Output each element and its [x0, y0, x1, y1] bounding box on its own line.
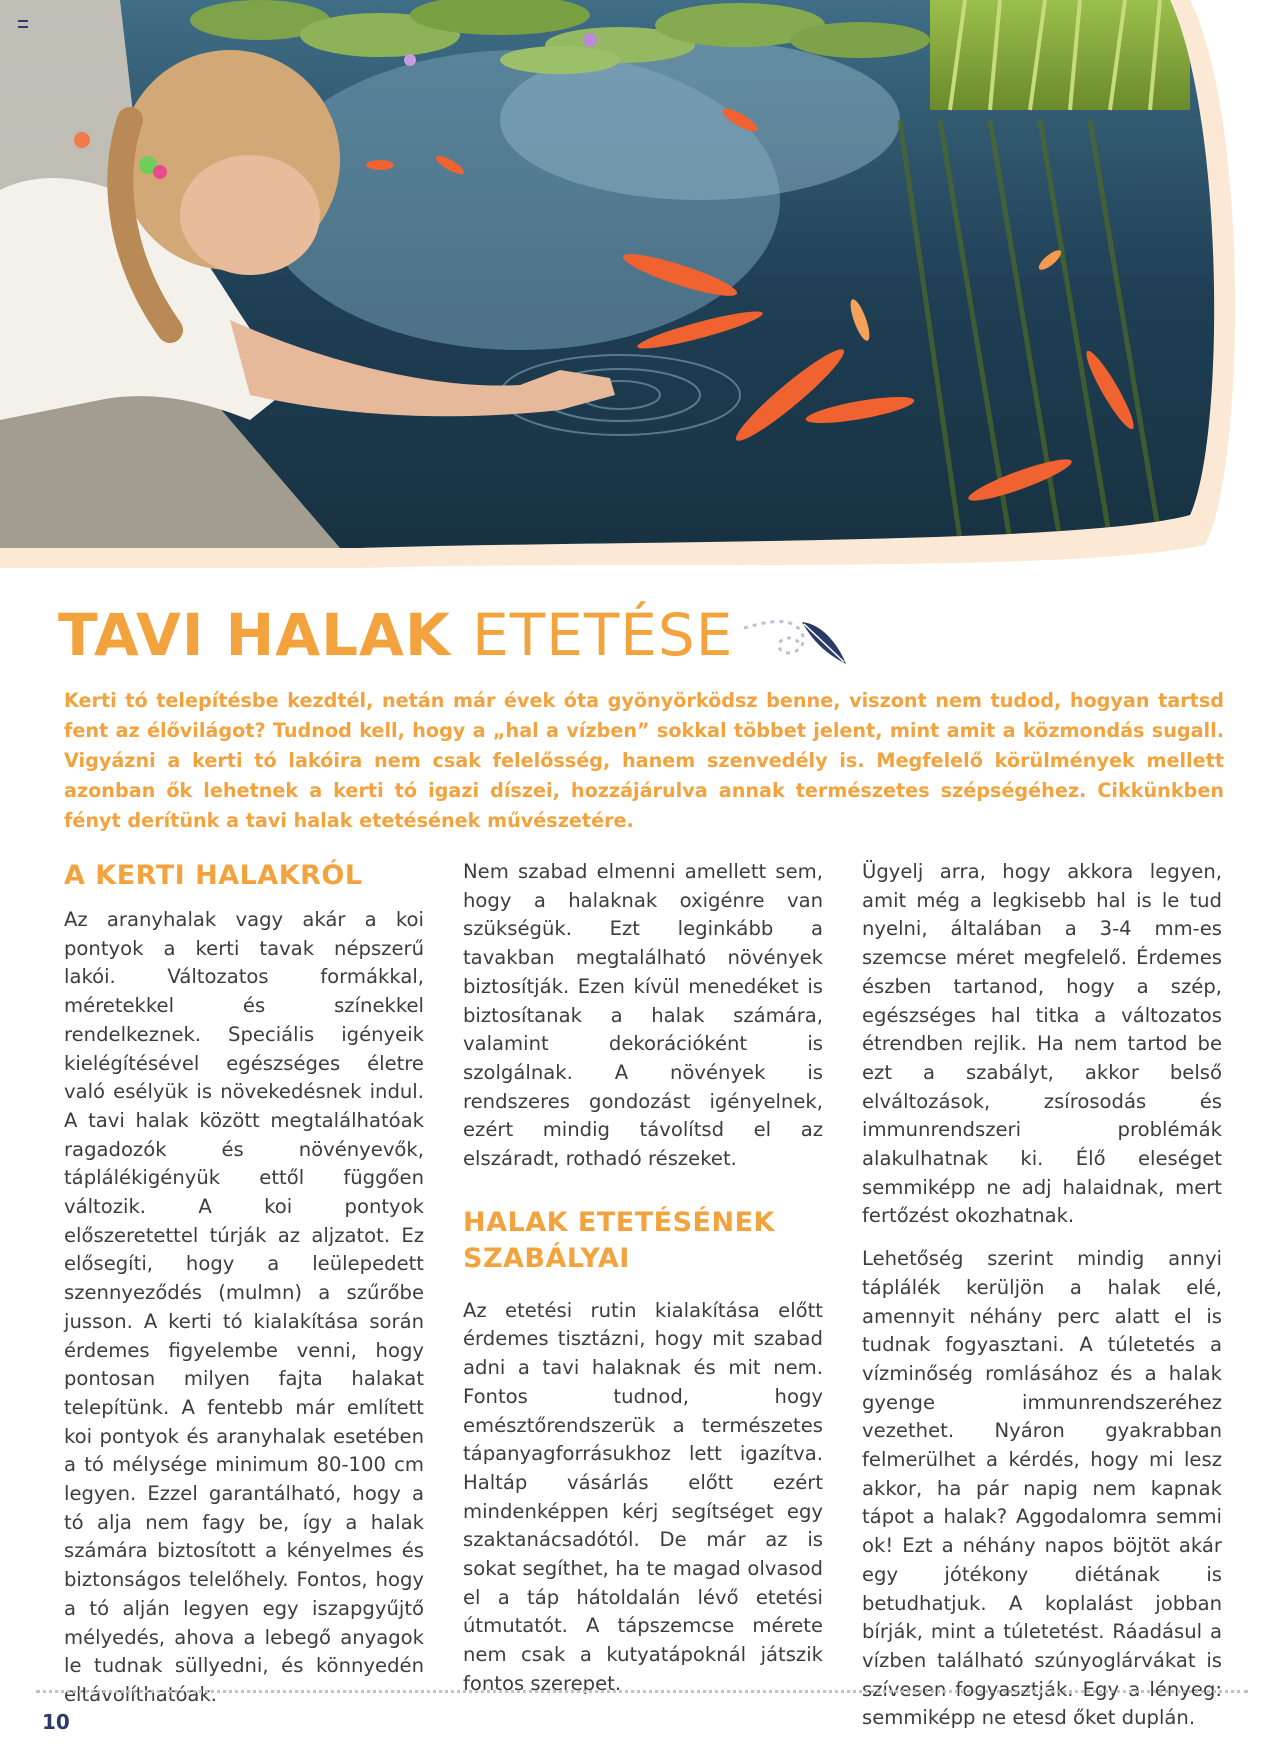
header-photo: [0, 0, 1280, 580]
article-lead: Kerti tó telepítésbe kezdtél, netán már évek óta gyönyörködsz benne, viszont nem tudod, hogyan tartsd fent az élővilágot? Tudnod kell, hogy a „hal a vízben” sokkal többet jelent, mint amit a közmondás sugall. Vigyázni a kerti tó lakóira nem csak felelősség, hanem szenvedély is. Megfelelő körülmények mellett azonban ők lehetnek a kerti tó igazi díszei, hozzájárulva annak természetes szépségéhez. Cikkünkben fényt derítünk a tavi halak etetésének művészetére.: [64, 689, 1224, 832]
column-2: [463, 858, 823, 1699]
title-bold: TAVI HALAK: [58, 601, 451, 669]
feather-icon: [742, 610, 852, 670]
paragraph-tuletetes: Lehetőség szerint mindig annyi táplálék kerüljön a halak elé, amennyit néhány perc alatt el is tudnak fogyasztani. A túletetés a vízminőség romlásához és a halak gyenge immunrendszeréhez vezethet. Nyáron gyakrabban felmerülhet a kérdés, hogy mi lesz akkor, ha pár napig nem kapnak tápot a halak? Aggodalomra semmi ok! Ezt a néhány napos böjtöt akár egy jótékony diétának is betudhatjuk. A koplalást jobban bírják, mint a túletetést. Ráadásul a vízben található szúnyoglárvákat is szívesen fogyasztják. Egy a lényeg: semmiképp ne etesd őket duplán.: [862, 1247, 1222, 1730]
column-1: [64, 858, 424, 1710]
paragraph-oxigen: Nem szabad elmenni amellett sem, hogy a halaknak oxigénre van szükségük. Ezt leginkább a tavakban megtalálható növények biztosítják. Ezen kívül menedéket is biztosítanak a halak számára, valamint dekorációként is szolgálnak. A növények is rendszeres gondozást igényelnek, ezért mindig távolítsd el az elszáradt, rothadó részeket.: [463, 860, 823, 1171]
page-number: 10: [42, 1710, 70, 1734]
paragraph-etetesi-rutin: Az etetési rutin kialakítása előtt érdemes tisztázni, hogy mit szabad adni a tavi halaknak és mit nem. Fontos tudnod, hogy emésztőrendszerük a természetes tápanyagforrásukhoz lett igazítva. Haltáp vásárlás előtt ezért mindenképpen kérj segítséget egy szaktanácsadótól. De már az is sokat segíthet, ha te magad olvasod el a táp hátoldalán lévő etetési útmutatót. A tápszemcse mérete nem csak a kutyatápoknál játszik fontos szerepet.: [463, 1298, 823, 1695]
title-light: ETETÉSE: [472, 601, 734, 669]
article-title: [58, 600, 733, 670]
column-3: [862, 858, 1222, 1733]
heading-etetes-szabalyai: HALAK ETETÉSÉNEK SZABÁLYAI: [463, 1206, 775, 1274]
paragraph-kerti-halak: Az aranyhalak vagy akár a koi pontyok a kerti tavak népszerű lakói. Változatos formákkal, méretekkel és színekkel rendelkeznek. Speciális igényeik kielégítésével egészséges életre való esélyük is növekedésnek indul. A tavi halak között megtalálhatóak ragadozók és növényevők, táplálékigényük ettől függően változik. A koi pontyok előszeretettel túrják az aljzatot. Ez elősegíti, hogy a leülepedett szennyeződés (mulmn) a szűrőbe jusson. A kerti tó kialakítása során érdemes figyelembe venni, hogy pontosan milyen fajta halakat telepítünk. A fentebb már említett koi pontyok és aranyhalak esetében a tó mélysége minimum 80-100 cm legyen. Ezzel garantálható, hogy a tó alja nem fagy be, így a halak számára biztosított a kényelmes és biztonságos telelőhely. Fontos, hogy a tó alján legyen egy iszapgyűjtő mélyedés, ahova a lebegő anyagok le tudnak süllyedni, és könnyedén eltávolíthatóak.: [64, 908, 424, 1706]
pond-photo: [0, 0, 1280, 580]
menu-icon[interactable]: [18, 20, 28, 28]
footer-divider: [36, 1690, 1248, 1693]
paragraph-szemcse-meret: Ügyelj arra, hogy akkora legyen, amit még a legkisebb hal is le tud nyelni, általában a 3-4 mm-es szemcse méret megfelelő. Érdemes észben tartanod, hogy a szép, egészséges hal titka a változatos étrendben rejlik. Ha nem tartod be ezt a szabályt, akkor belső elváltozások, zsírosodás és immunrendszeri problémák alakulhatnak ki. Élő eleséget semmiképp ne adj halaidnak, mert fertőzést okozhatnak.: [862, 860, 1222, 1228]
heading-kerti-halak: A KERTI HALAKRÓL: [64, 860, 363, 891]
